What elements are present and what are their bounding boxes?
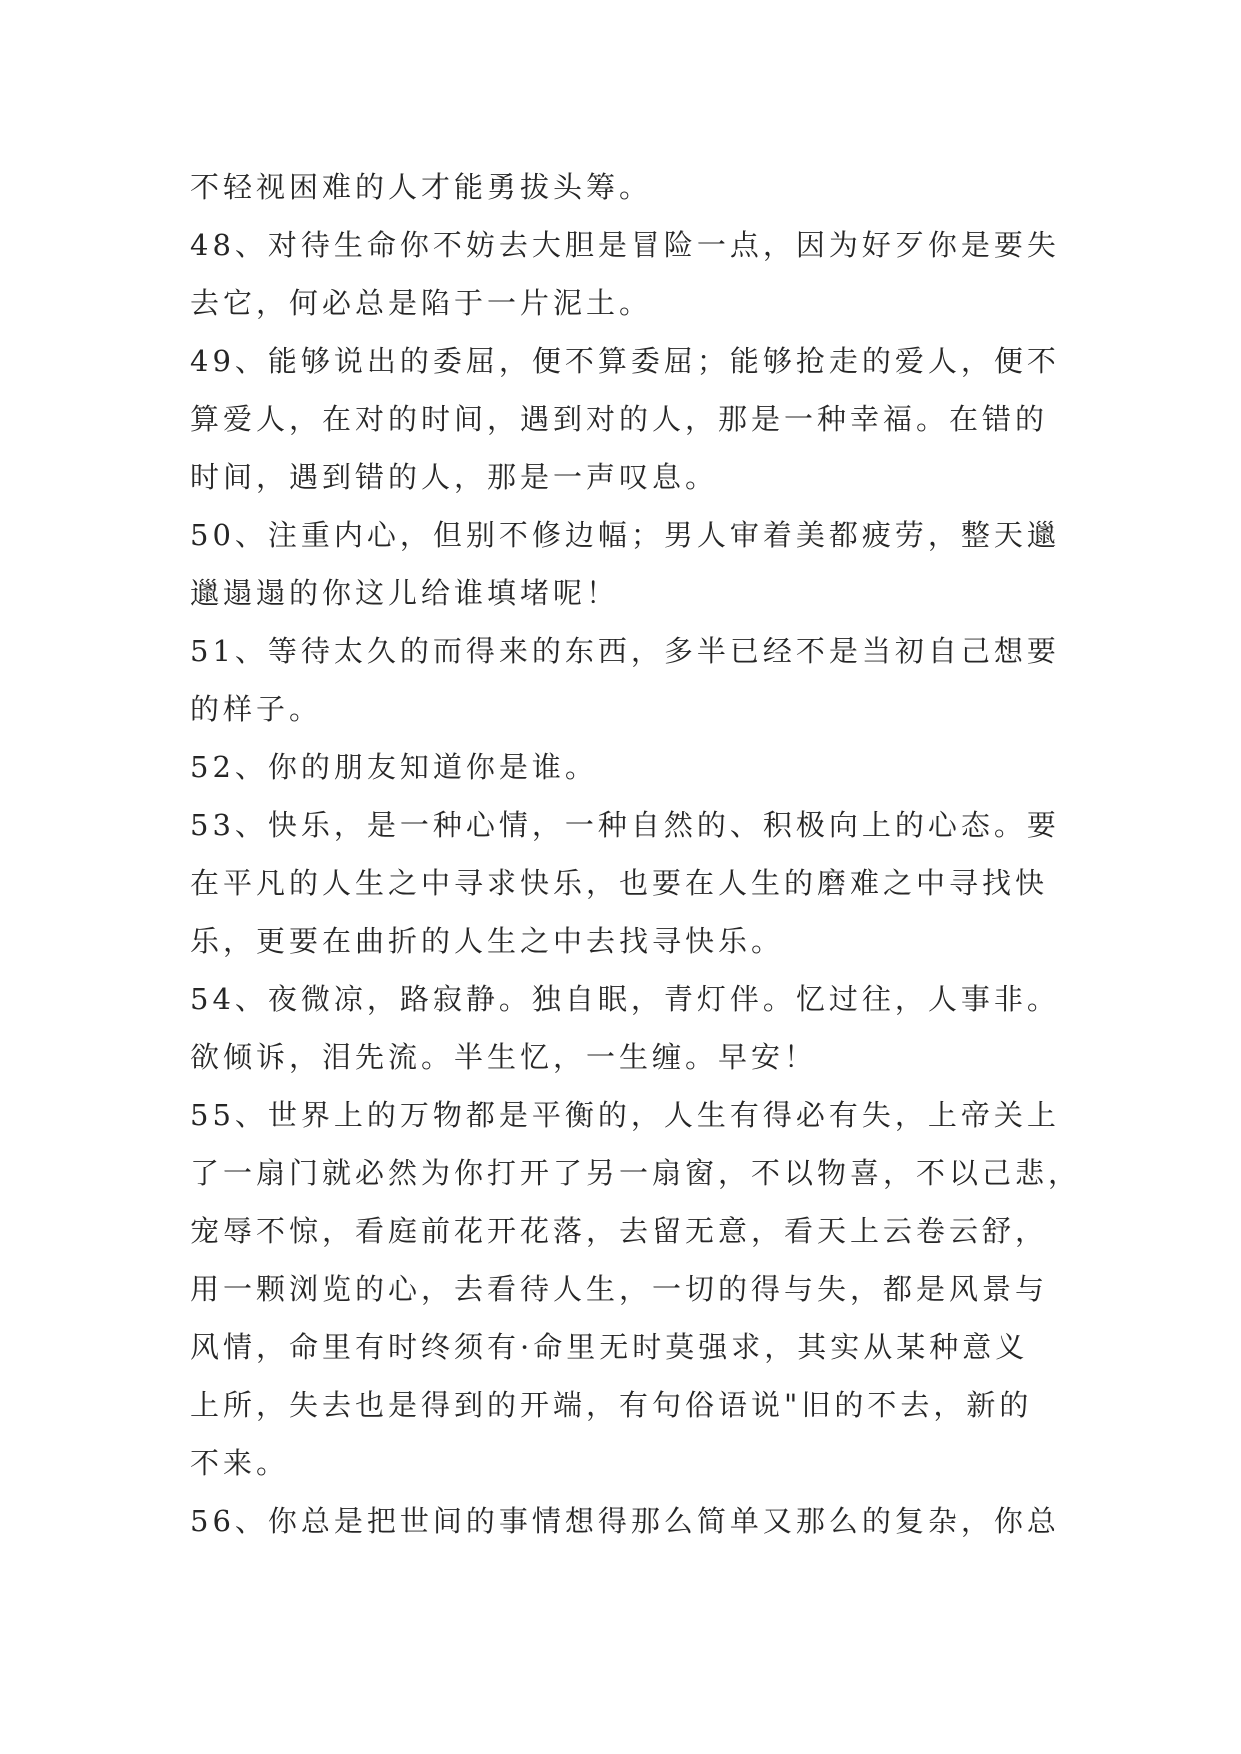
text-line: 52、你的朋友知道你是谁。 <box>190 750 598 784</box>
text-line: 邋遢遢的你这儿给谁填堵呢！ <box>190 576 620 610</box>
text-line: 了一扇门就必然为你打开了另一扇窗，不以物喜，不以己悲， <box>190 1156 1082 1190</box>
text-line: 宠辱不惊，看庭前花开花落，去留无意，看天上云卷云舒， <box>190 1214 1049 1248</box>
text-line: 的样子。 <box>190 692 323 726</box>
text-line: 时间，遇到错的人，那是一声叹息。 <box>190 460 719 494</box>
text-line: 不来。 <box>190 1446 290 1480</box>
text-line: 在平凡的人生之中寻求快乐，也要在人生的磨难之中寻找快 <box>190 866 1049 900</box>
text-line: 54、夜微凉，路寂静。独自眠，青灯伴。忆过往，人事非。 <box>190 982 1060 1016</box>
text-line: 50、注重内心，但别不修边幅；男人审着美都疲劳，整天邋 <box>190 518 1060 552</box>
document-body <box>190 158 1082 1550</box>
text-line: 上所，失去也是得到的开端，有句俗语说"旧的不去，新的 <box>190 1388 1033 1422</box>
text-line: 用一颗浏览的心，去看待人生，一切的得与失，都是风景与 <box>190 1272 1049 1306</box>
text-line: 53、快乐，是一种心情，一种自然的、积极向上的心态。要 <box>190 808 1060 842</box>
text-line: 乐，更要在曲折的人生之中去找寻快乐。 <box>190 924 785 958</box>
text-line: 去它，何必总是陷于一片泥土。 <box>190 286 653 320</box>
text-line: 不轻视困难的人才能勇拔头筹。 <box>190 170 653 204</box>
text-line: 48、对待生命你不妨去大胆是冒险一点，因为好歹你是要失 <box>190 228 1060 262</box>
text-line: 56、你总是把世间的事情想得那么简单又那么的复杂，你总 <box>190 1504 1060 1538</box>
text-line: 算爱人，在对的时间，遇到对的人，那是一种幸福。在错的 <box>190 402 1049 436</box>
text-line: 55、世界上的万物都是平衡的，人生有得必有失，上帝关上 <box>190 1098 1060 1132</box>
text-line: 49、能够说出的委屈，便不算委屈；能够抢走的爱人，便不 <box>190 344 1060 378</box>
text-line: 风情，命里有时终须有·命里无时莫强求，其实从某种意义 <box>190 1330 1029 1364</box>
text-line: 51、等待太久的而得来的东西，多半已经不是当初自己想要 <box>190 634 1060 668</box>
text-line: 欲倾诉，泪先流。半生忆，一生缠。早安！ <box>190 1040 818 1074</box>
